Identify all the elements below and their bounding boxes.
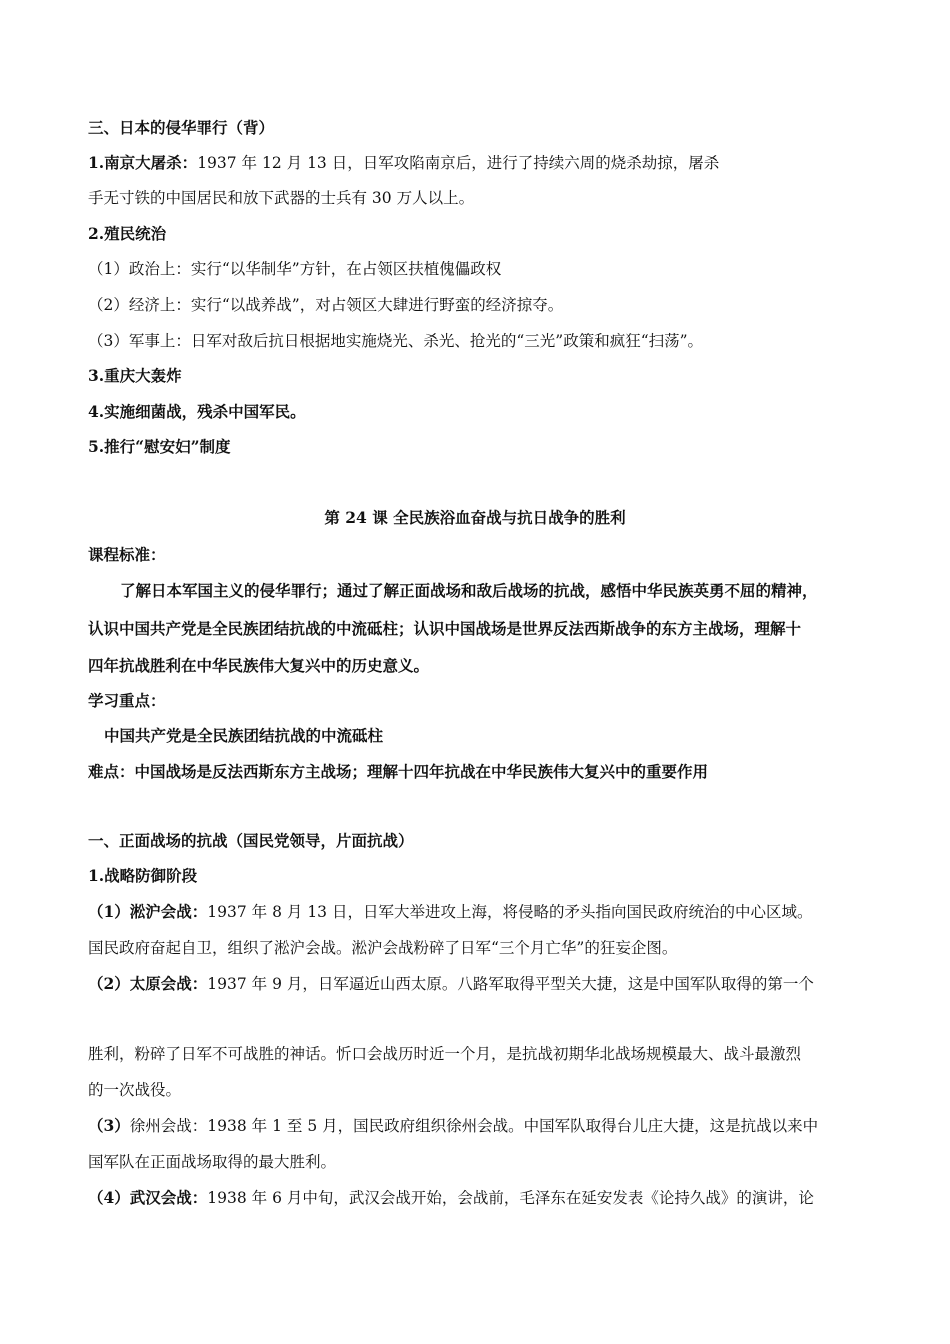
songhu-battle-text: 1937 年 8 月 13 日，日军大举进攻上海，将侵略的矛头指向国民政府统治的中心区域。 [207, 903, 813, 921]
comfort-women: 5.推行“慰安妇”制度 [88, 437, 231, 456]
taiyuan-battle-paragraph [88, 973, 814, 995]
wuhan-battle-text: 1938 年 6 月中旬，武汉会战开始，会战前，毛泽东在延安发表《论持久战》的演讲，论 [207, 1189, 814, 1207]
curriculum-standard-line-3: 四年抗战胜利在中华民族伟大复兴中的历史意义。 [88, 656, 430, 675]
difficulty-text: 难点：中国战场是反法西斯东方主战场；理解十四年抗战在中华民族伟大复兴中的重要作用 [88, 762, 709, 781]
colonial-military: （3）军事上：日军对敌后抗日根据地实施烧光、杀光、抢光的“三光”政策和疯狂“扫荡”。 [88, 332, 704, 350]
wuhan-battle-paragraph [88, 1187, 814, 1209]
nanjing-massacre-text: 1937 年 12 月 13 日，日军攻陷南京后，进行了持续六周的烧杀劫掠，屠杀 [197, 154, 720, 172]
colonial-economic: （2）经济上：实行“以战养战”，对占领区大肆进行野蛮的经济掠夺。 [88, 296, 564, 314]
section1-heading: 一、正面战场的抗战（国民党领导，片面抗战） [88, 831, 414, 850]
chongqing-bombing: 3.重庆大轰炸 [88, 366, 182, 385]
taiyuan-battle-text-end: 的一次战役。 [88, 1081, 182, 1099]
nanjing-massacre-title: 1.南京大屠杀： [88, 153, 198, 172]
germ-warfare: 4.实施细菌战，残杀中国军民。 [88, 402, 306, 421]
study-focus-label: 学习重点： [88, 691, 166, 710]
taiyuan-battle-label: （2）太原会战： [88, 974, 208, 993]
xuzhou-battle-paragraph [88, 1115, 818, 1137]
nanjing-massacre-paragraph [88, 152, 719, 174]
xuzhou-battle-text-cont: 国军队在正面战场取得的最大胜利。 [88, 1153, 337, 1171]
colonial-political: （1）政治上：实行“以华制华”方针，在占领区扶植傀儡政权 [88, 260, 502, 278]
colonial-rule-title: 2.殖民统治 [88, 224, 167, 243]
curriculum-standard-line-1: 了解日本军国主义的侵华罪行；通过了解正面战场和敌后战场的抗战，感悟中华民族英勇不屈的精神， [120, 581, 818, 600]
songhu-battle-label: （1）淞沪会战： [88, 902, 208, 921]
strategic-defense-title: 1.战略防御阶段 [88, 866, 198, 885]
xuzhou-battle-label: （3） [88, 1116, 130, 1135]
lesson-title: 第 24 课 全民族浴血奋战与抗日战争的胜利 [324, 508, 626, 527]
study-focus-text: 中国共产党是全民族团结抗战的中流砥柱 [104, 726, 384, 745]
wuhan-battle-label: （4）武汉会战： [88, 1188, 208, 1207]
section3-heading: 三、日本的侵华罪行（背） [88, 118, 275, 137]
nanjing-massacre-text-cont: 手无寸铁的中国居民和放下武器的士兵有 30 万人以上。 [88, 189, 475, 207]
xuzhou-battle-text: 徐州会战：1938 年 1 至 5 月，国民政府组织徐州会战。中国军队取得台儿庄大捷，这是抗战以来中 [129, 1117, 819, 1135]
curriculum-standard-label: 课程标准： [88, 545, 166, 564]
songhu-battle-paragraph [88, 901, 812, 923]
taiyuan-battle-text-cont: 胜利，粉碎了日军不可战胜的神话。忻口会战历时近一个月，是抗战初期华北战场规模最大、战斗最激烈 [88, 1045, 802, 1063]
curriculum-standard-line-2: 认识中国共产党是全民族团结抗战的中流砥柱；认识中国战场是世界反法西斯战争的东方主战场，理解十 [88, 619, 802, 638]
songhu-battle-text-cont: 国民政府奋起自卫，组织了淞沪会战。淞沪会战粉碎了日军“三个月亡华”的狂妄企图。 [88, 939, 678, 957]
taiyuan-battle-text: 1937 年 9 月，日军逼近山西太原。八路军取得平型关大捷，这是中国军队取得的第一个 [207, 975, 814, 993]
